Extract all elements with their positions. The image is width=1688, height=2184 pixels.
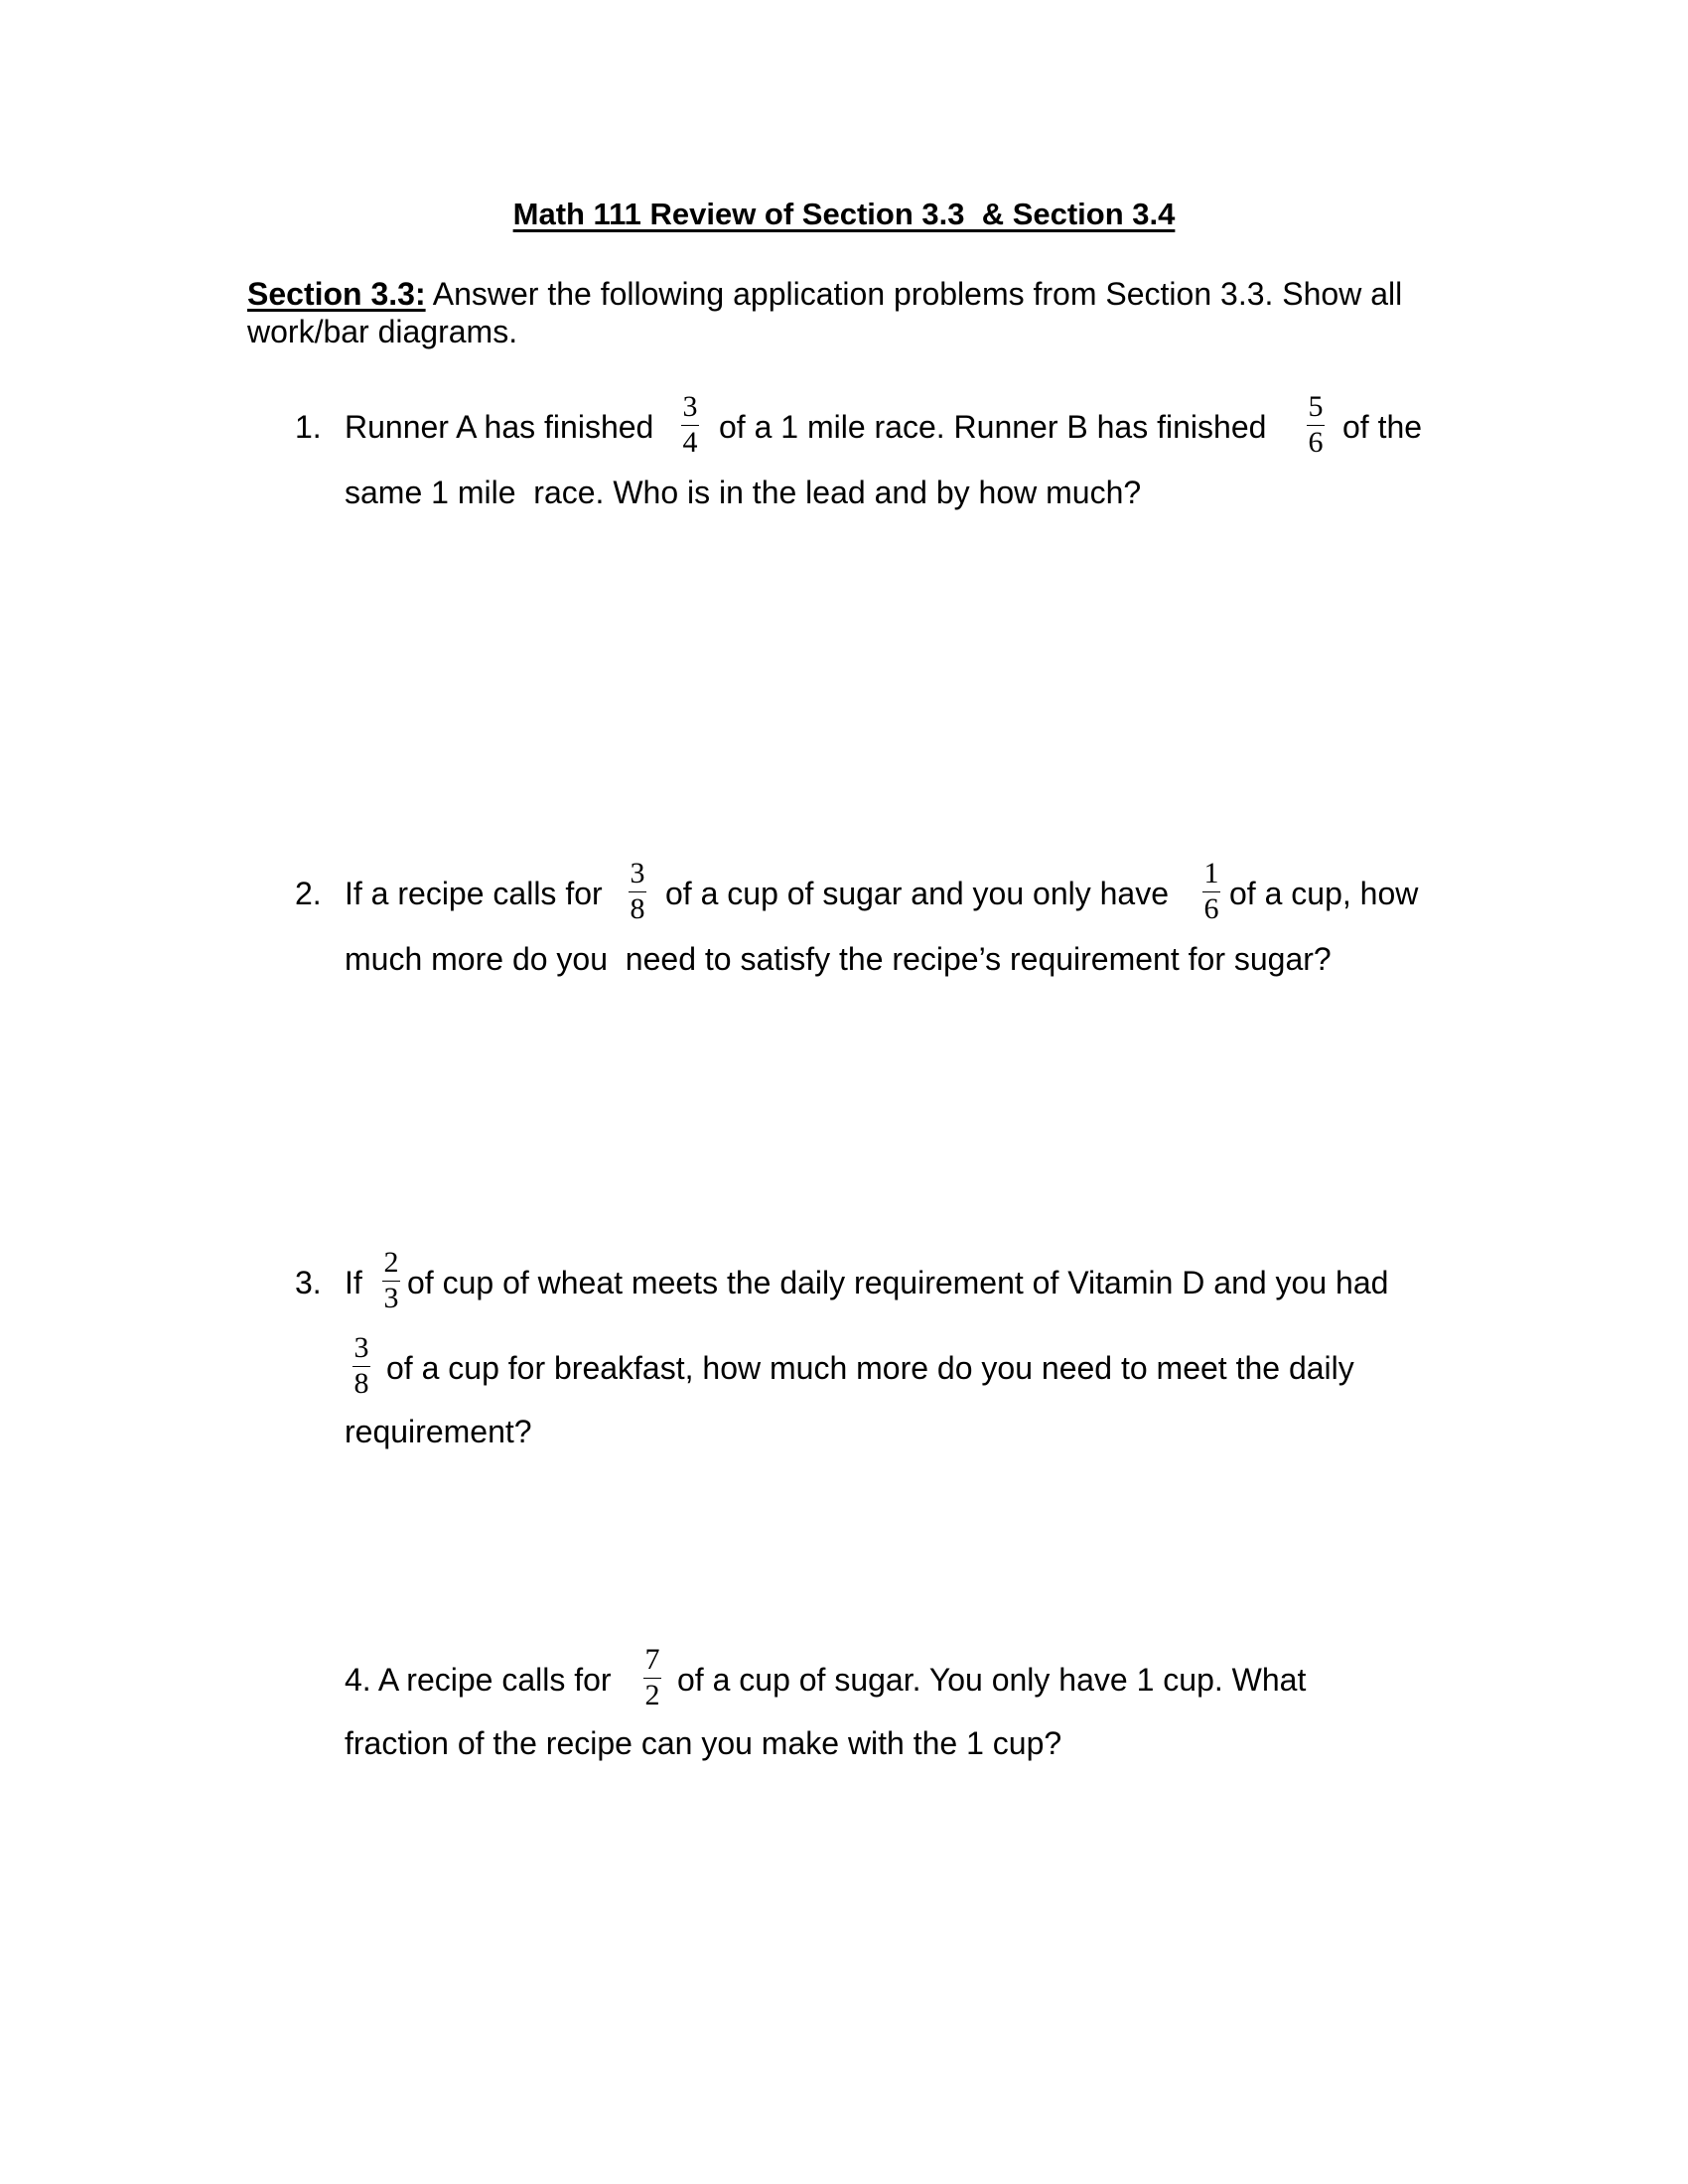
fraction-denominator: 6 [1308,426,1324,459]
problem-text: of a 1 mile race. Runner B has finished [719,409,1267,445]
fraction-denominator: 4 [682,426,698,459]
problem-text: much more do you need to satisfy the recipe’s requirement for sugar? [345,941,1332,977]
fraction [673,392,707,458]
section-label: Section 3.3: [247,276,426,312]
fraction [374,1248,408,1313]
problem-text [345,1660,612,1700]
problem-number: 2. [295,876,322,911]
fraction-numerator: 3 [630,857,645,889]
problem-number: 4. [345,1662,371,1698]
fraction [621,859,654,924]
problem-text: of the [1342,409,1423,445]
problem-text: fraction of the recipe can you make with the 1 cup? [345,1725,1062,1761]
fraction-numerator: 3 [682,390,698,423]
fraction-denominator: 3 [383,1282,399,1314]
fraction [345,1333,378,1399]
problem-number: 3. [295,1265,322,1300]
fraction-numerator: 5 [1308,390,1324,423]
problem-text: of cup of wheat meets the daily requirement of Vitamin D and you had [407,1265,1389,1300]
problem-text: If a recipe calls for [345,876,603,911]
fraction [1299,392,1333,458]
problem-text: of a cup of sugar and you only have [665,876,1170,911]
problem-text: of a cup for breakfast, how much more do you need to meet the daily [386,1350,1354,1386]
fraction-numerator: 2 [383,1246,399,1279]
problem-text: If [345,1265,362,1300]
section-instructions-text: Answer the following application problems from Section 3.3. Show all work/bar diagrams. [247,276,1403,349]
fraction-numerator: 1 [1203,857,1219,889]
fraction-denominator: 8 [353,1367,369,1400]
problem-text: same 1 mile race. Who is in the lead and by how much? [345,475,1142,510]
fraction-numerator: 3 [353,1331,369,1364]
fraction-denominator: 2 [644,1679,660,1711]
fraction [1195,859,1228,924]
page-title: Math 111 Review of Section 3.3 & Section 3.4 [512,197,1176,231]
fraction-denominator: 6 [1203,892,1219,925]
problem-text: of a cup of sugar. You only have 1 cup. What [677,1662,1307,1698]
problem-text: requirement? [345,1414,532,1449]
fraction [635,1645,669,1710]
section-instructions [247,275,1439,350]
fraction-numerator: 7 [644,1643,660,1676]
problem-text-start: A recipe calls for [377,1662,612,1698]
problem-text: of a cup, how [1229,876,1419,911]
problem-text: Runner A has finished [345,409,654,445]
fraction-denominator: 8 [630,892,645,925]
problem-number: 1. [295,409,322,445]
